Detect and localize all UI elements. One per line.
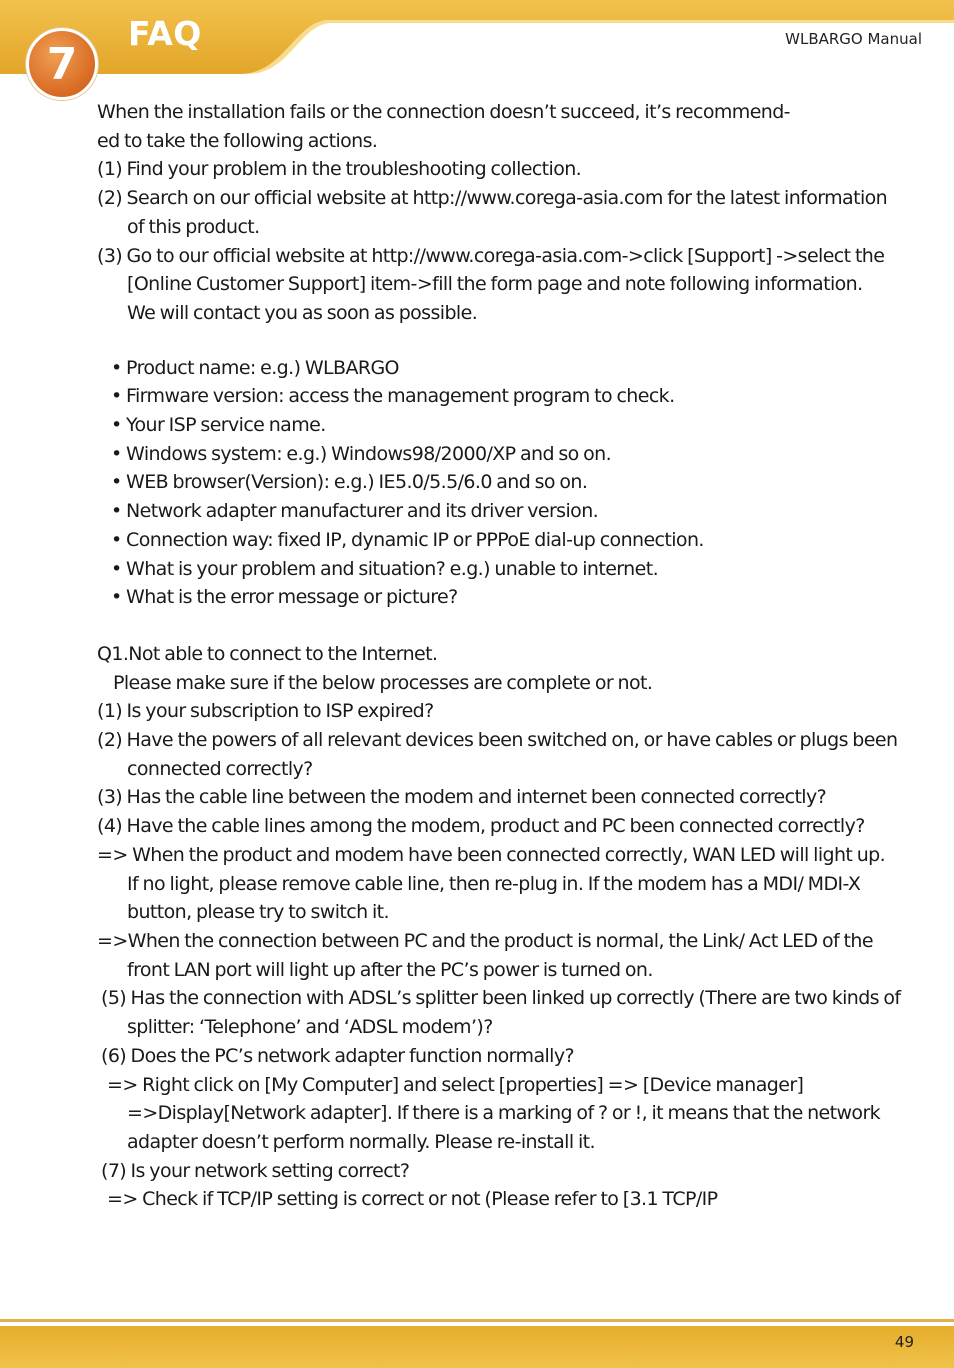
q1-item: (4) Have the cable lines among the modem, product and PC been connected correctly? xyxy=(97,815,865,838)
q1-title: Q1.Not able to connect to the Internet. xyxy=(97,642,438,665)
info-item: • Your ISP service name. xyxy=(111,414,326,437)
spacer xyxy=(97,612,887,640)
info-item: • What is your problem and situation? e.g.) unable to internet. xyxy=(111,557,659,580)
intro-step: (3) Go to our official website at http://www.corega-asia.com->click [Support] ->select the [Online Customer Support] item->fill the form page and note following information. We will contact you as soon as possible. xyxy=(97,244,885,324)
q1-item: =>When the connection between PC and the product is normal, the Link/ Act LED of the front LAN port will light up after the PC’s power is turned on. xyxy=(97,929,873,981)
info-list xyxy=(97,354,887,612)
info-item: • Connection way: fixed IP, dynamic IP or PPPoE dial-up connection. xyxy=(111,528,704,551)
faq-content xyxy=(97,98,901,1214)
q1-item: => Right click on [My Computer] and select [properties] => [Device manager] =>Display[Network adapter]. If there is a marking of ? or !, it means that the network adapter doesn’t perform normally. Please re-install it. xyxy=(107,1073,881,1153)
info-item: • Network adapter manufacturer and its driver version. xyxy=(111,500,599,523)
spacer xyxy=(97,328,887,354)
q1-item: (7) Is your network setting correct? xyxy=(101,1159,410,1182)
q1-item: (5) Has the connection with ADSL’s splitter been linked up correctly (There are two kinds of splitter: ‘Telephone’ and ‘ADSL modem’)? xyxy=(101,987,901,1039)
chapter-number: 7 xyxy=(46,39,78,90)
chapter-badge xyxy=(26,28,98,100)
q1-item: => When the product and modem have been connected correctly, WAN LED will light up. If no light, please remove cable line, then re-plug in. If the modem has a MDI/ MDI-X button, please try to switch it. xyxy=(97,843,886,924)
info-item: • Windows system: e.g.) Windows98/2000/XP and so on. xyxy=(111,442,612,465)
q1-item: (1) Is your subscription to ISP expired? xyxy=(97,700,434,723)
q1-subtitle: Please make sure if the below processes are complete or not. xyxy=(113,671,653,694)
q1-item: (2) Have the powers of all relevant devices been switched on, or have cables or plugs been connected correctly? xyxy=(97,729,898,780)
section-title: FAQ xyxy=(128,14,202,53)
intro-step: (1) Find your problem in the troubleshooting collection. xyxy=(97,158,582,181)
footer-band xyxy=(0,1326,954,1368)
intro-line-2: ed to take the following actions. xyxy=(97,129,378,152)
q1-item: (3) Has the cable line between the modem and internet been connected correctly? xyxy=(97,786,827,809)
manual-name: WLBARGO Manual xyxy=(785,30,922,48)
info-item: • What is the error message or picture? xyxy=(111,586,458,609)
footer-rule xyxy=(0,1319,954,1322)
info-item: • Product name: e.g.) WLBARGO xyxy=(111,356,399,379)
q1-item: => Check if TCP/IP setting is correct or not (Please refer to [3.1 TCP/IP xyxy=(107,1188,718,1211)
intro-step: (2) Search on our official website at http://www.corega-asia.com for the latest information of this product. xyxy=(97,187,888,238)
info-item: • Firmware version: access the management program to check. xyxy=(111,385,675,408)
q1-item: (6) Does the PC’s network adapter function normally? xyxy=(101,1044,574,1067)
page-number: 49 xyxy=(894,1333,914,1351)
info-item: • WEB browser(Version): e.g.) IE5.0/5.5/6.0 and so on. xyxy=(111,471,588,494)
intro-line-1: When the installation fails or the connection doesn’t succeed, it’s recommend- xyxy=(97,101,790,123)
